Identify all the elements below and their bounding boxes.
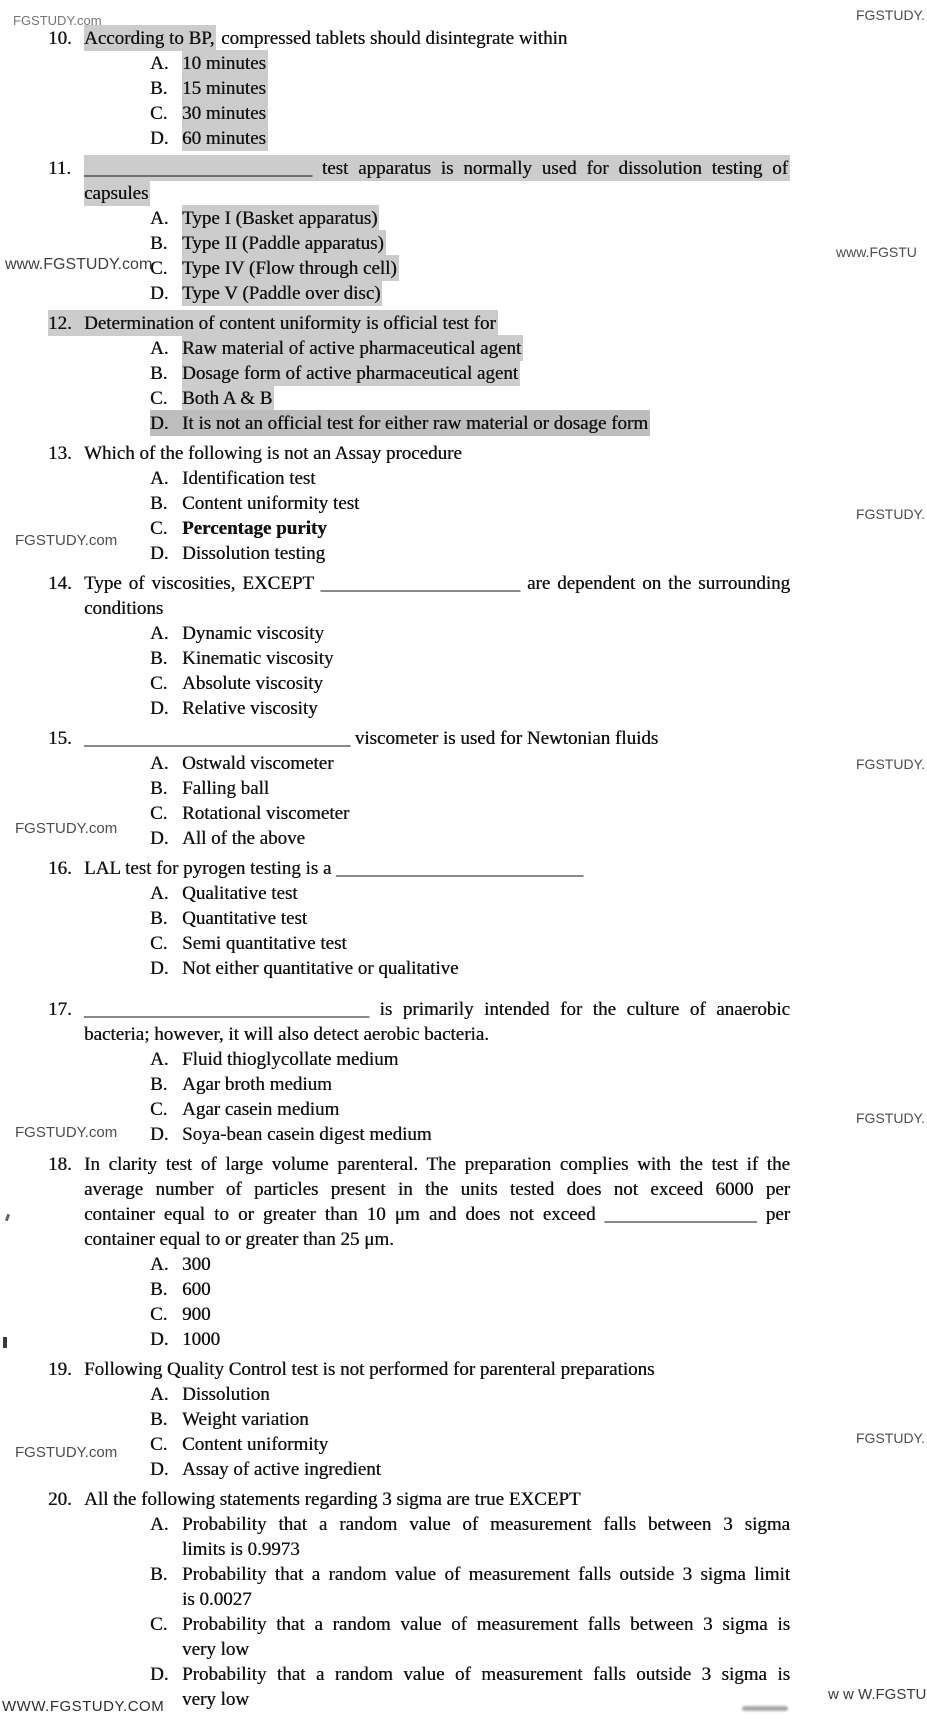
option-row — [150, 776, 790, 801]
option-row — [150, 516, 790, 541]
option-text: very low — [182, 1689, 250, 1710]
question-line — [48, 156, 790, 181]
option-row — [150, 751, 790, 776]
option-text: is 0.0027 — [182, 1589, 252, 1610]
option-letter: A. — [150, 1514, 169, 1535]
question-line — [48, 571, 790, 596]
question-line — [48, 26, 790, 51]
question-number: 18. — [48, 1154, 72, 1175]
question-block-19 — [0, 1357, 927, 1482]
option-row — [150, 671, 790, 696]
option-letter: A. — [150, 623, 169, 644]
question-line-continued — [84, 181, 790, 206]
option-letter: C. — [150, 673, 168, 694]
watermark-right-3: FGSTUDY. — [856, 506, 925, 522]
question-line-continued — [84, 1227, 790, 1252]
watermark-left-4: FGSTUDY.com — [15, 820, 118, 837]
question-text: conditions — [84, 598, 164, 619]
option-row — [150, 881, 790, 906]
option-letter: B. — [150, 908, 168, 929]
option-row — [150, 101, 790, 126]
option-row — [150, 826, 790, 851]
option-row — [150, 1512, 790, 1537]
option-row-continued — [182, 1587, 790, 1612]
option-letter: A. — [150, 338, 169, 359]
option-letter: C. — [150, 258, 168, 279]
option-letter: B. — [150, 1074, 168, 1095]
option-row-continued — [182, 1687, 790, 1712]
option-row — [150, 1562, 790, 1587]
option-text: 10 minutes — [182, 50, 268, 76]
option-letter: B. — [150, 233, 168, 254]
question-text: All the following statements regarding 3 sigma are true EXCEPT — [84, 1489, 581, 1510]
option-text: Both A & B — [182, 385, 274, 411]
option-letter: C. — [150, 1614, 168, 1635]
question-number: 16. — [48, 858, 72, 879]
watermark-bottom-left: WWW.FGSTUDY.COM — [2, 1698, 165, 1715]
option-text: Probability that a random value of measurement falls outside 3 sigma is — [182, 1664, 790, 1685]
option-letter: D. — [150, 128, 169, 149]
question-text: Determination of content uniformity is official test for — [84, 313, 496, 334]
option-text: Probability that a random value of measurement falls between 3 sigma is — [182, 1614, 790, 1635]
option-row — [150, 491, 790, 516]
option-row — [150, 361, 790, 386]
question-text: compressed tablets should disintegrate within — [221, 28, 568, 49]
option-text: Weight variation — [182, 1409, 309, 1430]
option-text: 1000 — [182, 1329, 220, 1350]
option-letter: C. — [150, 933, 168, 954]
option-text: Dynamic viscosity — [182, 623, 324, 644]
question-text: ____________________________ viscometer is used for Newtonian fluids — [84, 728, 659, 749]
option-letter: A. — [150, 53, 169, 74]
question-number: 19. — [48, 1359, 72, 1380]
option-text: Relative viscosity — [182, 698, 318, 719]
option-letter: A. — [150, 883, 169, 904]
option-row — [150, 256, 790, 281]
option-letter: B. — [150, 1409, 168, 1430]
option-text: limits is 0.9973 — [182, 1539, 300, 1560]
option-row — [150, 541, 790, 566]
option-row — [150, 1407, 790, 1432]
option-text: Soya-bean casein digest medium — [182, 1124, 432, 1145]
option-text: Content uniformity test — [182, 493, 360, 514]
question-block-12 — [0, 311, 927, 436]
option-row — [150, 1277, 790, 1302]
option-letter: D. — [150, 1124, 169, 1145]
option-row — [150, 281, 790, 306]
question-block-10 — [0, 26, 927, 151]
question-text: Type of viscosities, EXCEPT _____________________ are dependent on the surrounding — [84, 573, 790, 594]
question-text: Following Quality Control test is not performed for parenteral preparations — [84, 1359, 655, 1380]
option-row — [150, 336, 790, 361]
question-line-continued — [84, 1022, 790, 1047]
option-row — [150, 1122, 790, 1147]
option-letter: B. — [150, 493, 168, 514]
option-text: Ostwald viscometer — [182, 753, 334, 774]
option-text: Agar casein medium — [182, 1099, 340, 1120]
question-line — [48, 1487, 790, 1512]
option-text: Type II (Paddle apparatus) — [182, 230, 386, 256]
question-text-highlighted: capsules — [84, 180, 150, 206]
option-letter: C. — [150, 1099, 168, 1120]
question-line — [48, 726, 790, 751]
option-letter: D. — [150, 828, 169, 849]
option-row — [150, 1047, 790, 1072]
question-number: 11. — [48, 158, 72, 179]
option-letter: D. — [150, 1664, 169, 1685]
watermark-left-3: FGSTUDY.com — [15, 532, 118, 549]
question-block-15 — [0, 726, 927, 851]
option-text: Content uniformity — [182, 1434, 329, 1455]
question-number: 14. — [48, 573, 72, 594]
option-letter: C. — [150, 518, 168, 539]
question-block-17 — [0, 997, 927, 1147]
watermark-right-5: FGSTUDY. — [856, 1110, 925, 1126]
option-row — [150, 621, 790, 646]
option-letter: B. — [150, 1279, 168, 1300]
question-highlight — [48, 310, 498, 336]
watermark-left-2: www.FGSTUDY.com — [5, 256, 153, 273]
question-text: In clarity test of large volume parenteral. The preparation complies with the test if the — [84, 1154, 790, 1175]
option-letter: C. — [150, 803, 168, 824]
question-number: 10. — [48, 28, 72, 49]
option-row — [150, 906, 790, 931]
option-letter: D. — [150, 958, 169, 979]
watermark-top-left: FGSTUDY.com — [13, 13, 102, 28]
option-text: Quantitative test — [182, 908, 308, 929]
option-text: 15 minutes — [182, 75, 268, 101]
option-row — [150, 931, 790, 956]
question-text-highlighted: According to BP, — [84, 25, 216, 51]
option-row — [150, 386, 790, 411]
option-letter: C. — [150, 388, 168, 409]
option-letter: B. — [150, 1564, 168, 1585]
option-letter: C. — [150, 1434, 168, 1455]
watermark-bottom-right: w w W.FGSTU — [828, 1686, 927, 1703]
option-letter: D. — [150, 698, 169, 719]
option-letter: A. — [150, 1254, 169, 1275]
option-letter: B. — [150, 648, 168, 669]
option-letter: A. — [150, 468, 169, 489]
question-text: container equal to or greater than 25 μm. — [84, 1229, 394, 1250]
question-line — [48, 311, 790, 336]
option-row — [150, 1302, 790, 1327]
question-line-continued — [84, 1177, 790, 1202]
question-line — [48, 1152, 790, 1177]
question-text: Which of the following is not an Assay procedure — [84, 443, 462, 464]
option-row — [150, 646, 790, 671]
option-text: All of the above — [182, 828, 305, 849]
option-text: Type V (Paddle over disc) — [182, 280, 382, 306]
option-row — [150, 231, 790, 256]
watermark-right-4: FGSTUDY. — [856, 756, 925, 772]
watermark-left-6: FGSTUDY.com — [15, 1444, 118, 1461]
question-line — [48, 1357, 790, 1382]
question-text: average number of particles present in the units tested does not exceed 6000 per — [84, 1179, 790, 1200]
option-text: Semi quantitative test — [182, 933, 347, 954]
option-row-continued — [182, 1637, 790, 1662]
option-text: Probability that a random value of measurement falls between 3 sigma — [182, 1514, 790, 1535]
option-letter: B. — [150, 363, 168, 384]
option-text: Not either quantitative or qualitative — [182, 958, 459, 979]
option-text: Kinematic viscosity — [182, 648, 334, 669]
option-text: 900 — [182, 1304, 211, 1325]
option-row-continued — [182, 1537, 790, 1562]
option-letter: A. — [150, 753, 169, 774]
option-row — [150, 126, 790, 151]
question-line — [48, 856, 790, 881]
option-text: very low — [182, 1639, 250, 1660]
option-letter: C. — [150, 103, 168, 124]
option-text: Percentage purity — [182, 518, 327, 539]
option-text: Assay of active ingredient — [182, 1459, 381, 1480]
option-letter: C. — [150, 1304, 168, 1325]
page-content — [0, 26, 927, 1712]
option-text: Fluid thioglycollate medium — [182, 1049, 399, 1070]
question-text: LAL test for pyrogen testing is a __________________________ — [84, 858, 584, 879]
option-row — [150, 1072, 790, 1097]
option-row — [150, 1457, 790, 1482]
option-letter: B. — [150, 778, 168, 799]
option-text: Type IV (Flow through cell) — [182, 255, 399, 281]
option-text: It is not an official test for either raw material or dosage form — [182, 413, 649, 434]
option-row — [150, 1612, 790, 1637]
option-letter: A. — [150, 208, 169, 229]
option-text: Raw material of active pharmaceutical agent — [182, 335, 523, 361]
question-number: 17. — [48, 999, 72, 1020]
watermark-left-5: FGSTUDY.com — [15, 1124, 118, 1141]
option-row — [150, 956, 790, 981]
option-row — [150, 466, 790, 491]
question-block-14 — [0, 571, 927, 721]
question-text: ______________________________ is primarily intended for the culture of anaerobic — [84, 999, 790, 1020]
option-row — [150, 411, 790, 436]
question-block-16 — [0, 856, 927, 981]
question-text: container equal to or greater than 10 μm and does not exceed ________________ per — [84, 1204, 790, 1225]
option-row — [150, 1327, 790, 1352]
option-text: Agar broth medium — [182, 1074, 332, 1095]
option-text: Identification test — [182, 468, 316, 489]
question-number: 20. — [48, 1489, 72, 1510]
scan-artifact — [3, 1337, 7, 1348]
question-line-continued — [84, 1202, 790, 1227]
option-letter: A. — [150, 1049, 169, 1070]
option-text: 300 — [182, 1254, 211, 1275]
option-row — [150, 1252, 790, 1277]
question-text-highlighted: ________________________ test apparatus is normally used for dissolution testing of — [84, 155, 790, 181]
option-highlight — [150, 410, 650, 436]
question-block-13 — [0, 441, 927, 566]
option-text: Rotational viscometer — [182, 803, 350, 824]
watermark-right-6: FGSTUDY. — [856, 1430, 925, 1446]
option-text: Dosage form of active pharmaceutical agent — [182, 360, 520, 386]
question-block-20 — [0, 1487, 927, 1712]
option-letter: D. — [150, 543, 169, 564]
option-text: 30 minutes — [182, 100, 268, 126]
option-row — [150, 801, 790, 826]
question-number: 12. — [48, 313, 72, 334]
option-letter: A. — [150, 1384, 169, 1405]
option-text: 600 — [182, 1279, 211, 1300]
watermark-right-2: www.FGSTU — [836, 244, 917, 260]
watermark-right-1: FGSTUDY. — [856, 7, 925, 23]
option-text: Dissolution testing — [182, 543, 326, 564]
option-row — [150, 1432, 790, 1457]
option-letter: D. — [150, 1459, 169, 1480]
question-number: 15. — [48, 728, 72, 749]
option-letter: D. — [150, 1329, 169, 1350]
option-row — [150, 76, 790, 101]
option-text: Qualitative test — [182, 883, 298, 904]
option-text: 60 minutes — [182, 125, 268, 151]
question-text: bacteria; however, it will also detect aerobic bacteria. — [84, 1024, 489, 1045]
option-text: Probability that a random value of measurement falls outside 3 sigma limit — [182, 1564, 790, 1585]
option-letter: B. — [150, 78, 168, 99]
option-row — [150, 206, 790, 231]
question-block-11 — [0, 156, 927, 306]
question-block-18 — [0, 1152, 927, 1352]
question-line — [48, 997, 790, 1022]
option-text: Type I (Basket apparatus) — [182, 205, 379, 231]
option-letter: D. — [150, 413, 169, 434]
option-text: Dissolution — [182, 1384, 270, 1405]
option-row — [150, 51, 790, 76]
option-row — [150, 1382, 790, 1407]
question-line — [48, 441, 790, 466]
option-row — [150, 696, 790, 721]
question-line-continued — [84, 596, 790, 621]
option-text: Falling ball — [182, 778, 270, 799]
scan-artifact — [742, 1706, 788, 1711]
question-number: 13. — [48, 443, 72, 464]
option-row — [150, 1662, 790, 1687]
option-text: Absolute viscosity — [182, 673, 323, 694]
option-row — [150, 1097, 790, 1122]
option-letter: D. — [150, 283, 169, 304]
